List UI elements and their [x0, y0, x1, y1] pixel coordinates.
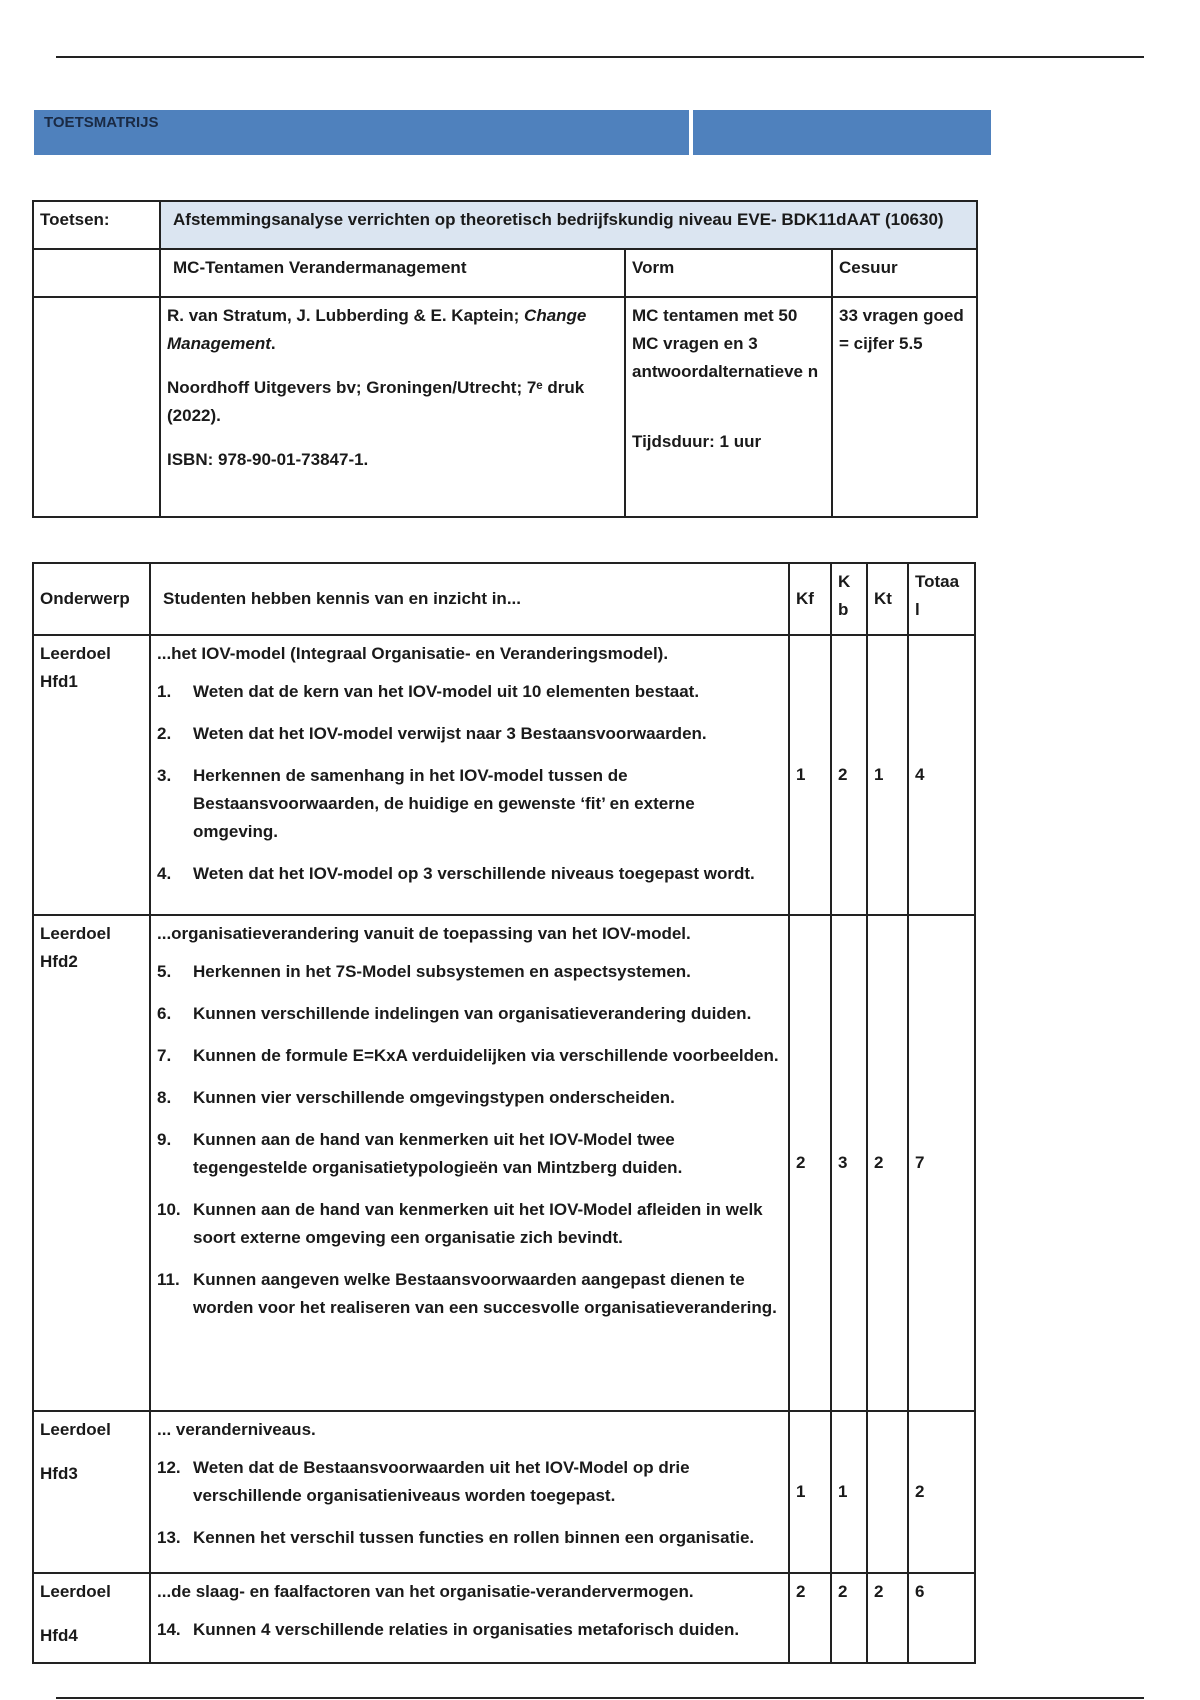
kt-value: 1	[867, 635, 908, 915]
literature-authors: R. van Stratum, J. Lubberding & E. Kaptein;	[167, 306, 525, 325]
table-header-row	[33, 563, 975, 635]
goal-text: Weten dat de kern van het IOV-model uit 10 elementen bestaat.	[193, 682, 700, 701]
kt-value	[867, 1411, 908, 1573]
vorm-cell	[625, 297, 832, 517]
tijdsduur: Tijdsduur: 1 uur	[632, 432, 762, 451]
goals-cell	[150, 1411, 789, 1573]
table-row	[33, 635, 975, 915]
totaal-value: 7	[908, 915, 975, 1411]
header-band-right	[693, 110, 991, 155]
list-item	[157, 1042, 782, 1070]
list-item	[157, 720, 782, 748]
literature-period: .	[270, 334, 276, 353]
leerdoel-label: Leerdoel	[40, 1582, 111, 1601]
kt-value: 2	[867, 1573, 908, 1663]
literature-cell	[160, 297, 625, 517]
kf-value: 1	[789, 635, 831, 915]
top-rule	[56, 56, 1144, 58]
list-item	[157, 1266, 782, 1322]
list-item	[157, 1084, 782, 1112]
goal-number: 1.	[157, 682, 172, 701]
table-row	[33, 1573, 975, 1663]
totaal-value: 4	[908, 635, 975, 915]
list-item	[157, 1616, 782, 1644]
goal-text: Kunnen de formule E=KxA verduidelijken via verschillende voorbeelden.	[193, 1046, 779, 1065]
list-item	[157, 958, 782, 986]
onderwerp-cell	[33, 1411, 150, 1573]
onderwerp-cell	[33, 1573, 150, 1663]
goal-text: Herkennen in het 7S-Model subsystemen en aspectsystemen.	[193, 962, 691, 981]
goal-number: 11.	[157, 1270, 180, 1289]
leerdoel-label: Leerdoel	[40, 644, 111, 663]
goal-number: 2.	[157, 724, 172, 743]
goal-text: Kunnen 4 verschillende relaties in organisaties metaforisch duiden.	[193, 1620, 740, 1639]
goal-list	[157, 1616, 782, 1644]
goal-number: 14.	[157, 1620, 181, 1639]
goal-number: 4.	[157, 864, 172, 883]
leerdoel-label: Leerdoel	[40, 924, 111, 943]
exam-name: MC-Tentamen Verandermanagement	[160, 249, 625, 297]
header-kb-line1: K	[838, 572, 851, 591]
toetsen-value: Afstemmingsanalyse verrichten op theoretisch bedrijfskundig niveau EVE- BDK11dAAT (10630)	[160, 201, 977, 249]
header-totaal-line2: l	[915, 600, 920, 619]
cesuur-header: Cesuur	[832, 249, 977, 297]
goal-number: 7.	[157, 1046, 172, 1065]
goal-number: 10.	[157, 1200, 181, 1219]
goal-text: Kunnen verschillende indelingen van organisatieverandering duiden.	[193, 1004, 752, 1023]
goal-number: 5.	[157, 962, 172, 981]
goal-number: 8.	[157, 1088, 172, 1107]
list-item	[157, 1126, 782, 1182]
chapter-label: Hfd4	[40, 1626, 78, 1645]
goal-intro: ...organisatieverandering vanuit de toepassing van het IOV-model.	[157, 924, 691, 943]
goals-cell	[150, 635, 789, 915]
kb-value: 3	[831, 915, 867, 1411]
list-item	[157, 1454, 782, 1510]
chapter-label: Hfd3	[40, 1464, 78, 1483]
table-row	[33, 1411, 975, 1573]
header-kb	[831, 563, 867, 635]
goal-list	[157, 1454, 782, 1552]
goals-cell	[150, 915, 789, 1411]
kb-value: 1	[831, 1411, 867, 1573]
goal-intro: ... veranderniveaus.	[157, 1420, 316, 1439]
kf-value: 2	[789, 915, 831, 1411]
goal-text: Herkennen de samenhang in het IOV-model tussen de Bestaansvoorwaarden, de huidige en gewenste ‘fit’ en externe omgeving.	[193, 766, 695, 841]
list-item	[157, 678, 782, 706]
onderwerp-cell	[33, 915, 150, 1411]
list-item	[157, 860, 782, 888]
goal-text: Kennen het verschil tussen functies en rollen binnen een organisatie.	[193, 1528, 755, 1547]
header-kt: Kt	[867, 563, 908, 635]
header-band	[34, 110, 991, 155]
goal-list	[157, 958, 782, 1322]
goal-number: 12.	[157, 1458, 181, 1477]
kf-value: 1	[789, 1411, 831, 1573]
list-item	[157, 1196, 782, 1252]
list-item	[157, 1524, 782, 1552]
totaal-value: 6	[908, 1573, 975, 1663]
header-totaal-line1: Totaa	[915, 572, 960, 591]
kt-value: 2	[867, 915, 908, 1411]
chapter-label: Hfd2	[40, 952, 78, 971]
toetsmatrijs-table	[32, 562, 976, 1664]
vorm-value: MC tentamen met 50 MC vragen en 3 antwoordalternatieve n	[632, 306, 819, 381]
onderwerp-cell	[33, 635, 150, 915]
goal-intro: ...de slaag- en faalfactoren van het organisatie-verandervermogen.	[157, 1582, 694, 1601]
goal-text: Kunnen aan de hand van kenmerken uit het IOV-Model afleiden in welk soort externe omgeving een organisatie zich bevindt.	[193, 1200, 763, 1247]
header-totaal	[908, 563, 975, 635]
list-item	[157, 762, 782, 846]
kf-value: 2	[789, 1573, 831, 1663]
goal-text: Weten dat de Bestaansvoorwaarden uit het IOV-Model op drie verschillende organisatieniveaus worden toegepast.	[193, 1458, 690, 1505]
leerdoel-label: Leerdoel	[40, 1420, 111, 1439]
goal-list	[157, 678, 782, 888]
empty-cell	[33, 249, 160, 297]
bottom-rule	[56, 1697, 1144, 1699]
cesuur-value: 33 vragen goed = cijfer 5.5	[832, 297, 977, 517]
empty-cell	[33, 297, 160, 517]
test-info-table	[32, 200, 978, 518]
goal-intro: ...het IOV-model (Integraal Organisatie- en Veranderingsmodel).	[157, 644, 669, 663]
goal-text: Weten dat het IOV-model op 3 verschillende niveaus toegepast wordt.	[193, 864, 755, 883]
isbn: ISBN: 978-90-01-73847-1.	[167, 450, 369, 469]
header-onderwerp: Onderwerp	[33, 563, 150, 635]
goal-text: Weten dat het IOV-model verwijst naar 3 Bestaansvoorwaarden.	[193, 724, 707, 743]
header-kb-line2: b	[838, 600, 849, 619]
header-band-title: TOETSMATRIJS	[34, 110, 689, 155]
chapter-label: Hfd1	[40, 672, 78, 691]
table-row	[33, 915, 975, 1411]
goal-number: 6.	[157, 1004, 172, 1023]
literature-reference	[167, 302, 618, 358]
goal-text: Kunnen aangeven welke Bestaansvoorwaarden aangepast dienen te worden voor het realiseren van een succesvolle organisatieverandering.	[193, 1270, 777, 1317]
goal-number: 3.	[157, 766, 172, 785]
kb-value: 2	[831, 1573, 867, 1663]
header-kf: Kf	[789, 563, 831, 635]
vorm-header: Vorm	[625, 249, 832, 297]
publisher: Noordhoff Uitgevers bv; Groningen/Utrecht; 7ᵉ druk (2022).	[167, 378, 585, 425]
toetsen-label: Toetsen:	[33, 201, 160, 249]
goal-text: Kunnen aan de hand van kenmerken uit het IOV-Model twee tegengestelde organisatietypologieën van Mintzberg duiden.	[193, 1130, 683, 1177]
list-item	[157, 1000, 782, 1028]
goal-text: Kunnen vier verschillende omgevingstypen onderscheiden.	[193, 1088, 675, 1107]
goal-number: 13.	[157, 1528, 181, 1547]
goals-cell	[150, 1573, 789, 1663]
goal-number: 9.	[157, 1130, 172, 1149]
header-studenten: Studenten hebben kennis van en inzicht in...	[150, 563, 789, 635]
kb-value: 2	[831, 635, 867, 915]
totaal-value: 2	[908, 1411, 975, 1573]
literature-title: Change Management	[167, 306, 587, 353]
